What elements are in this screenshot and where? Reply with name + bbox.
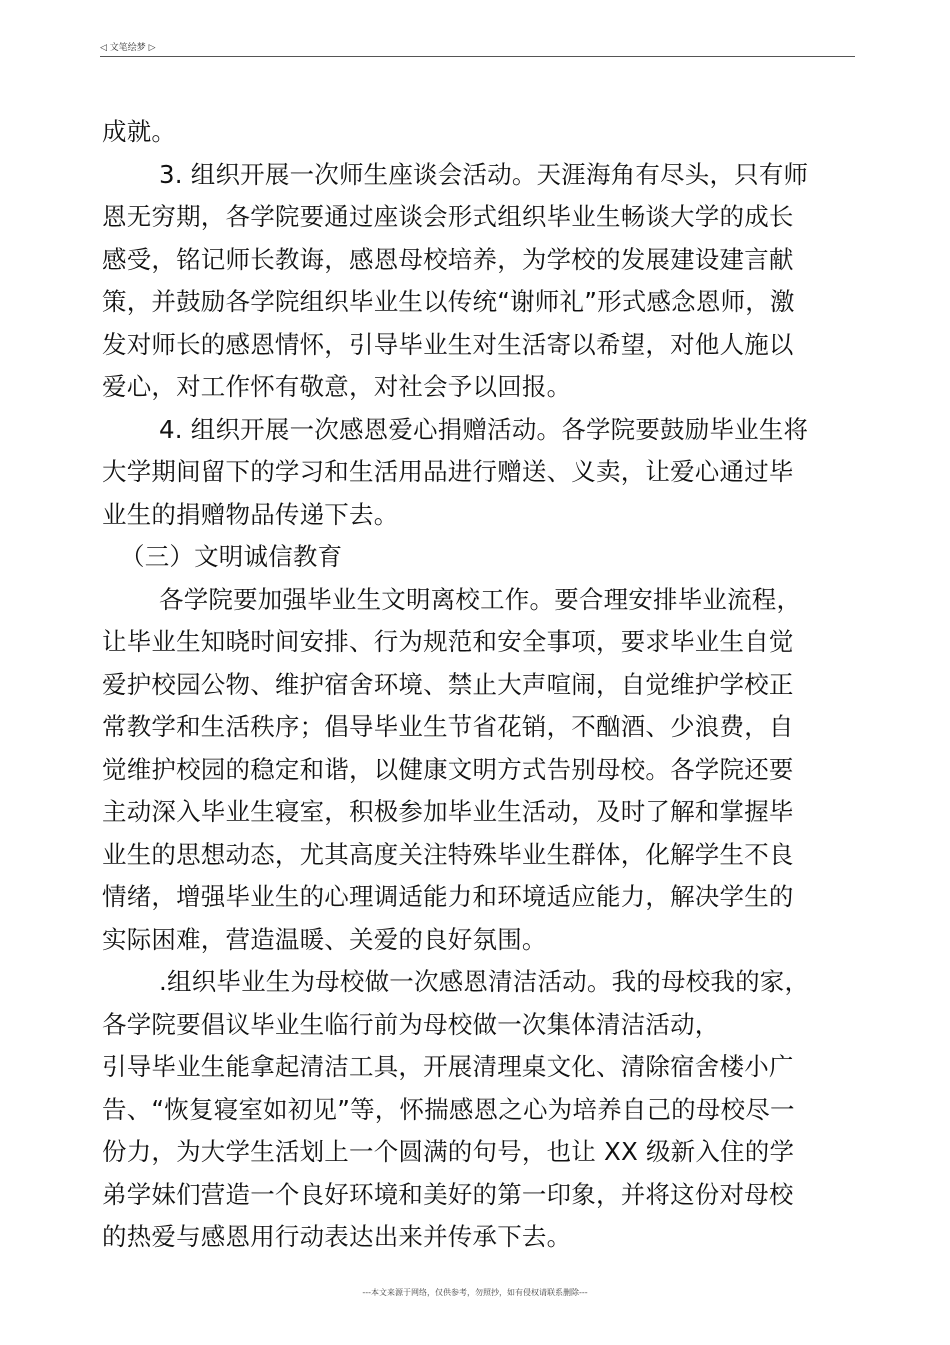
section-heading: （三）文明诚信教育 [120,542,343,571]
paragraph-line: 策，并鼓励各学院组织毕业生以传统“谢师礼”形式感念恩师，激 [102,287,795,316]
paragraph-line: 感受，铭记师长教诲，感恩母校培养，为学校的发展建设建言献 [102,244,794,274]
paragraph-line: 恩无穷期，各学院要通过座谈会形式组织毕业生畅谈大学的成长 [102,202,794,231]
page-footer: ---本文来源于网络，仅供参考，勿照抄，如有侵权请联系删除--- [362,1288,588,1297]
paragraph-line: 发对师长的感恩情怀，引导毕业生对生活寄以希望，对他人施以 [102,329,794,359]
page-header [100,38,855,57]
paragraph-line: 情绪，增强毕业生的心理调适能力和环境适应能力，解决学生的 [102,882,794,911]
paragraph-line: 份力，为大学生活划上一个圆满的句号，也让 XX 级新入住的学 [102,1137,795,1166]
paragraph-line: 实际困难，营造温暖、关爱的良好氛围。 [102,924,547,954]
paragraph-line: 爱心，对工作怀有敬意，对社会予以回报。 [102,372,572,401]
paragraph-line: 弟学妹们营造一个良好环境和美好的第一印象，并将这份对母校 [102,1179,794,1209]
paragraph-line: 告、“恢复寝室如初见”等，怀揣感恩之心为培养自己的母校尽一 [102,1094,795,1124]
paragraph-line: 业生的捐赠物品传递下去。 [102,499,399,529]
paragraph-line: 常教学和生活秩序；倡导毕业生节省花销，不酗酒、少浪费，自 [102,712,794,741]
paragraph-line: 爱护校园公物、维护宿舍环境、禁止大声喧闹，自觉维护学校正 [102,669,794,699]
paragraph-line: 引导毕业生能拿起清洁工具，开展清理桌文化、清除宿舍楼小广 [102,1052,794,1081]
paragraph-line: 业生的思想动态，尤其高度关注特殊毕业生群体，化解学生不良 [102,839,794,869]
header-label: ◁ 文笔绘梦 ▷ [100,43,156,53]
paragraph-line: 4. 组织开展一次感恩爱心捐赠活动。各学院要鼓励毕业生将 [159,414,809,444]
paragraph-line: 各学院要倡议毕业生临行前为母校做一次集体清洁活动， [102,1009,720,1039]
document-body [102,111,862,1259]
paragraph-line: 觉维护校园的稳定和谐，以健康文明方式告别母校。各学院还要 [102,754,794,784]
paragraph-line: 让毕业生知晓时间安排、行为规范和安全事项，要求毕业生自觉 [102,627,794,656]
paragraph-line: 主动深入毕业生寝室，积极参加毕业生活动，及时了解和掌握毕 [102,797,794,826]
paragraph-line: 大学期间留下的学习和生活用品进行赠送、义卖，让爱心通过毕 [102,457,794,486]
paragraph-line: 的热爱与感恩用行动表达出来并传承下去。 [102,1222,572,1251]
paragraph-line: 各学院要加强毕业生文明离校工作。要合理安排毕业流程， [159,584,802,614]
paragraph-line: 成就。 [102,117,177,146]
paragraph-line: .组织毕业生为母校做一次感恩清洁活动。我的母校我的家， [159,967,810,996]
paragraph-line: 3. 组织开展一次师生座谈会活动。天涯海角有尽头，只有师 [159,159,809,189]
